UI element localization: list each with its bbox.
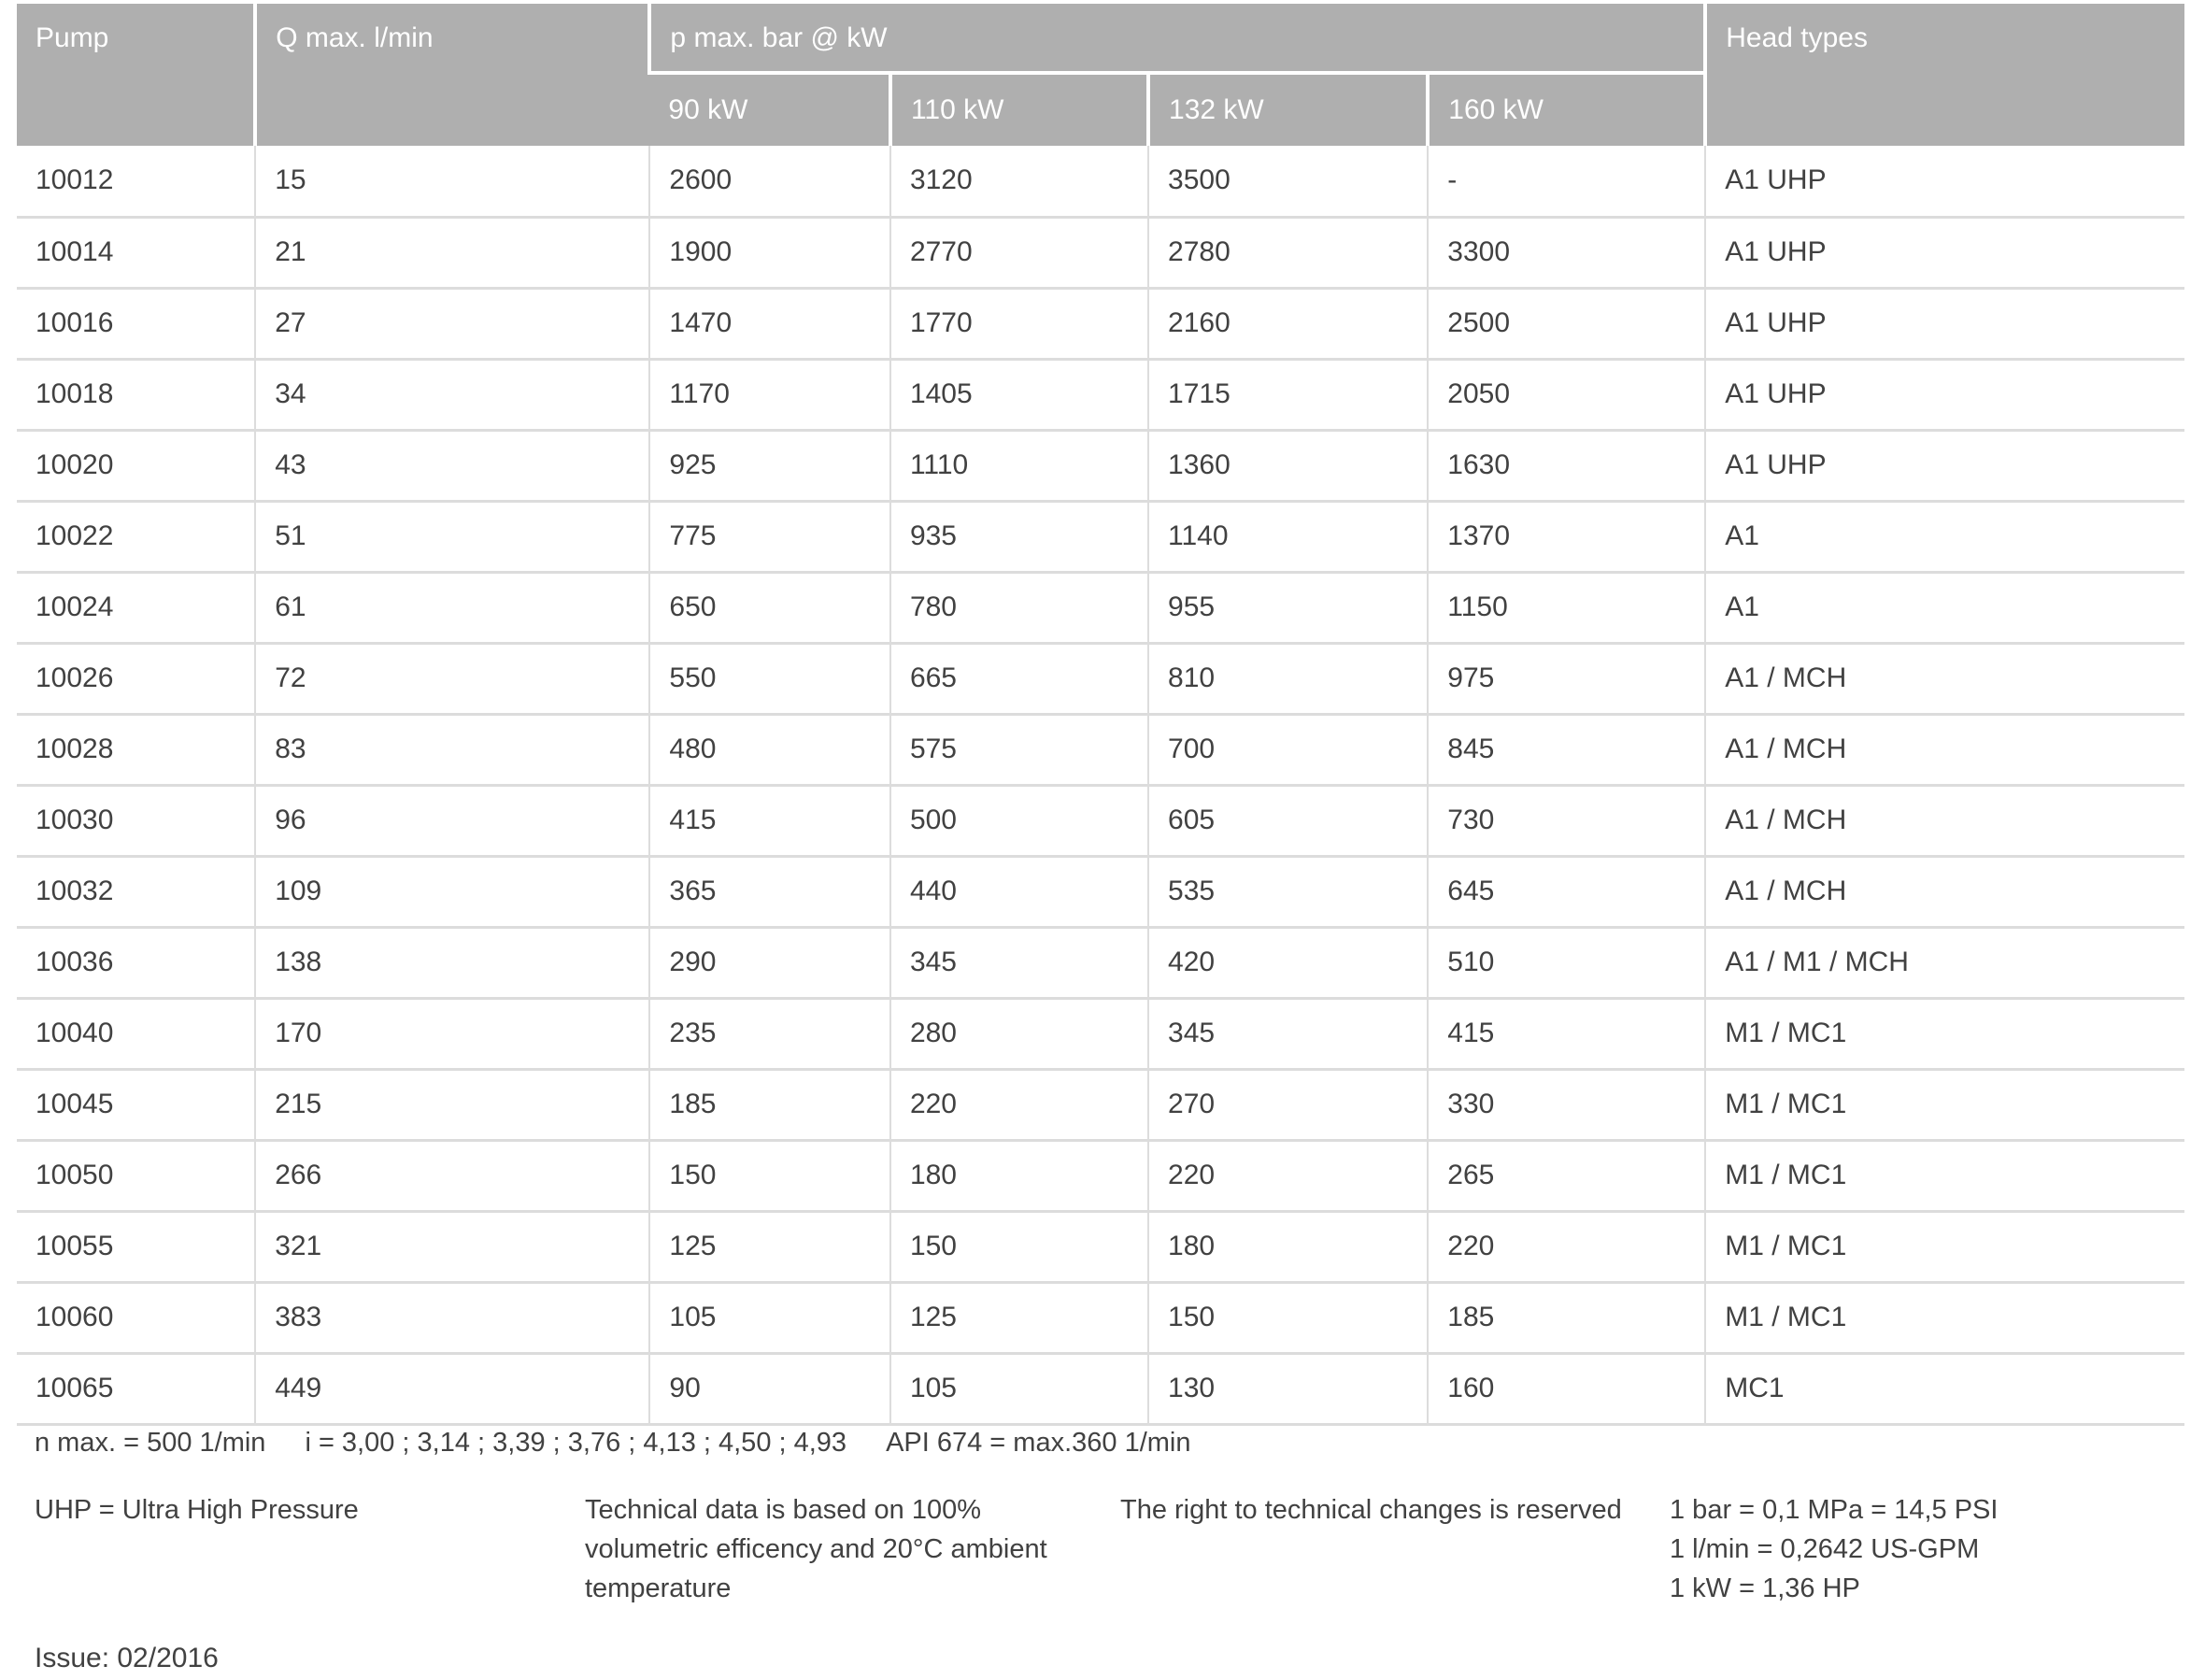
cell-p132: 810 [1148,643,1428,714]
cell-pump: 10014 [17,217,255,288]
table-row [17,217,2184,288]
cell-p160: 845 [1428,714,1705,785]
cell-p90: 150 [649,1140,890,1211]
cell-q-max: 321 [255,1211,649,1282]
cell-q-max: 83 [255,714,649,785]
cell-head-types: A1 UHP [1705,217,2184,288]
cell-p132: 180 [1148,1211,1428,1282]
cell-p90: 1170 [649,359,890,430]
cell-p110: 500 [890,785,1148,856]
table-row [17,998,2184,1069]
cell-p110: 280 [890,998,1148,1069]
cell-pump: 10030 [17,785,255,856]
conversion-lmin: 1 l/min = 0,2642 US-GPM [1670,1534,1980,1564]
cell-q-max: 15 [255,146,649,217]
cell-p132: 2780 [1148,217,1428,288]
cell-q-max: 72 [255,643,649,714]
cell-p110: 935 [890,501,1148,572]
cell-pump: 10036 [17,927,255,998]
cell-p90: 775 [649,501,890,572]
note-rights-reserved: The right to technical changes is reserved [1120,1495,1622,1525]
cell-p90: 365 [649,856,890,927]
cell-p90: 1470 [649,288,890,359]
cell-p132: 700 [1148,714,1428,785]
cell-p160: 1370 [1428,501,1705,572]
cell-p160: 185 [1428,1282,1705,1353]
cell-q-max: 449 [255,1353,649,1424]
cell-p110: 150 [890,1211,1148,1282]
table-row [17,927,2184,998]
table-header [17,4,2184,146]
cell-p110: 180 [890,1140,1148,1211]
cell-head-types: A1 UHP [1705,288,2184,359]
cell-p132: 3500 [1148,146,1428,217]
cell-pump: 10012 [17,146,255,217]
cell-pump: 10016 [17,288,255,359]
cell-q-max: 383 [255,1282,649,1353]
cell-head-types: A1 / MCH [1705,643,2184,714]
cell-p160: 1630 [1428,430,1705,501]
cell-pump: 10060 [17,1282,255,1353]
cell-p160: 265 [1428,1140,1705,1211]
cell-pump: 10055 [17,1211,255,1282]
cell-q-max: 138 [255,927,649,998]
table-row [17,146,2184,217]
table-row [17,359,2184,430]
cell-head-types: M1 / MC1 [1705,1069,2184,1140]
note-uhp: UHP = Ultra High Pressure [35,1495,359,1525]
cell-p110: 345 [890,927,1148,998]
table-row [17,430,2184,501]
cell-p90: 235 [649,998,890,1069]
cell-p132: 345 [1148,998,1428,1069]
cell-p160: 2500 [1428,288,1705,359]
cell-p110: 3120 [890,146,1148,217]
cell-p90: 125 [649,1211,890,1282]
cell-p110: 780 [890,572,1148,643]
table-row [17,501,2184,572]
cell-head-types: A1 / MCH [1705,856,2184,927]
table-row [17,572,2184,643]
table-row [17,643,2184,714]
cell-head-types: A1 UHP [1705,146,2184,217]
header-110kw: 110 kW [890,73,1148,146]
cell-head-types: M1 / MC1 [1705,1211,2184,1282]
footnote-n-max: n max. = 500 1/min [35,1428,266,1458]
footnote-api: API 674 = max.360 1/min [886,1428,1191,1458]
cell-p132: 130 [1148,1353,1428,1424]
header-q-max: Q max. l/min [255,4,649,146]
cell-pump: 10026 [17,643,255,714]
note-technical-data: Technical data is based on 100% volumetric efficency and 20°C ambient temperature [585,1495,1047,1603]
cell-head-types: A1 [1705,501,2184,572]
table-row [17,785,2184,856]
cell-q-max: 34 [255,359,649,430]
cell-pump: 10040 [17,998,255,1069]
cell-q-max: 96 [255,785,649,856]
cell-pump: 10024 [17,572,255,643]
cell-head-types: M1 / MC1 [1705,1140,2184,1211]
cell-p90: 105 [649,1282,890,1353]
cell-p160: 645 [1428,856,1705,927]
cell-p110: 440 [890,856,1148,927]
table-row [17,714,2184,785]
cell-q-max: 61 [255,572,649,643]
cell-head-types: M1 / MC1 [1705,1282,2184,1353]
cell-p90: 290 [649,927,890,998]
cell-p160: 330 [1428,1069,1705,1140]
cell-p90: 185 [649,1069,890,1140]
cell-q-max: 215 [255,1069,649,1140]
cell-pump: 10020 [17,430,255,501]
cell-p110: 1770 [890,288,1148,359]
cell-p90: 925 [649,430,890,501]
cell-p132: 605 [1148,785,1428,856]
cell-p160: - [1428,146,1705,217]
cell-p110: 125 [890,1282,1148,1353]
table-row [17,1140,2184,1211]
cell-p160: 975 [1428,643,1705,714]
table-row [17,288,2184,359]
cell-head-types: MC1 [1705,1353,2184,1424]
cell-p132: 535 [1148,856,1428,927]
cell-pump: 10018 [17,359,255,430]
cell-head-types: A1 UHP [1705,359,2184,430]
cell-p132: 1715 [1148,359,1428,430]
cell-pump: 10032 [17,856,255,927]
cell-p132: 420 [1148,927,1428,998]
cell-p160: 415 [1428,998,1705,1069]
cell-p132: 270 [1148,1069,1428,1140]
cell-p110: 2770 [890,217,1148,288]
table-row [17,1211,2184,1282]
cell-p90: 650 [649,572,890,643]
table-body [17,146,2184,1424]
conversion-kw: 1 kW = 1,36 HP [1670,1573,1860,1603]
cell-p132: 2160 [1148,288,1428,359]
cell-head-types: A1 / MCH [1705,785,2184,856]
cell-p132: 1360 [1148,430,1428,501]
cell-p160: 1150 [1428,572,1705,643]
cell-p110: 665 [890,643,1148,714]
header-132kw: 132 kW [1148,73,1428,146]
note-unit-conversions [1670,1490,1998,1608]
cell-q-max: 109 [255,856,649,927]
cell-p132: 150 [1148,1282,1428,1353]
table-row [17,1069,2184,1140]
conversion-bar: 1 bar = 0,1 MPa = 14,5 PSI [1670,1495,1999,1525]
cell-q-max: 21 [255,217,649,288]
cell-head-types: M1 / MC1 [1705,998,2184,1069]
cell-pump: 10022 [17,501,255,572]
cell-p110: 1405 [890,359,1148,430]
pump-spec-table [17,4,2184,1426]
cell-pump: 10045 [17,1069,255,1140]
cell-pump: 10050 [17,1140,255,1211]
cell-p90: 2600 [649,146,890,217]
cell-p160: 3300 [1428,217,1705,288]
cell-pump: 10065 [17,1353,255,1424]
cell-p110: 105 [890,1353,1148,1424]
cell-p132: 220 [1148,1140,1428,1211]
footnote-line [35,1428,1191,1459]
cell-p160: 730 [1428,785,1705,856]
footnote-i-ratios: i = 3,00 ; 3,14 ; 3,39 ; 3,76 ; 4,13 ; 4,50 ; 4,93 [305,1428,847,1458]
cell-p160: 2050 [1428,359,1705,430]
cell-head-types: A1 / MCH [1705,714,2184,785]
table-row [17,1282,2184,1353]
cell-head-types: A1 UHP [1705,430,2184,501]
cell-p110: 220 [890,1069,1148,1140]
cell-head-types: A1 [1705,572,2184,643]
table-row [17,856,2184,927]
cell-p90: 480 [649,714,890,785]
cell-q-max: 27 [255,288,649,359]
cell-p160: 220 [1428,1211,1705,1282]
cell-p90: 90 [649,1353,890,1424]
cell-q-max: 266 [255,1140,649,1211]
cell-p110: 1110 [890,430,1148,501]
cell-pump: 10028 [17,714,255,785]
header-90kw: 90 kW [649,73,890,146]
header-160kw: 160 kW [1428,73,1705,146]
cell-p160: 510 [1428,927,1705,998]
cell-p160: 160 [1428,1353,1705,1424]
cell-head-types: A1 / M1 / MCH [1705,927,2184,998]
cell-p110: 575 [890,714,1148,785]
table-row [17,1353,2184,1424]
cell-q-max: 170 [255,998,649,1069]
header-head-types: Head types [1705,4,2184,146]
issue-date: Issue: 02/2016 [35,1643,219,1673]
cell-q-max: 43 [255,430,649,501]
cell-p132: 955 [1148,572,1428,643]
cell-p90: 1900 [649,217,890,288]
cell-p132: 1140 [1148,501,1428,572]
cell-p90: 550 [649,643,890,714]
cell-q-max: 51 [255,501,649,572]
header-pump: Pump [17,4,255,146]
cell-p90: 415 [649,785,890,856]
header-p-max-group: p max. bar @ kW [649,4,1705,73]
